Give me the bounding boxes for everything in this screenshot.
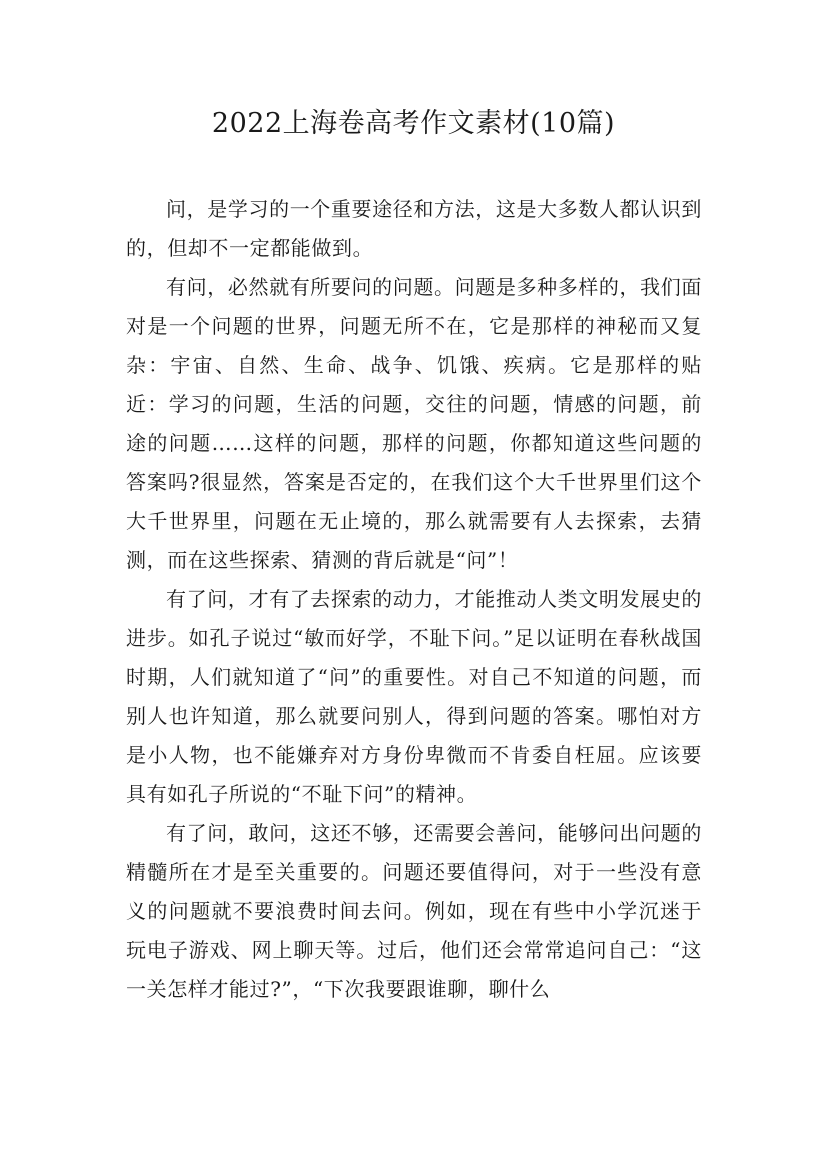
document-body	[126, 190, 702, 1009]
paragraph: 有了问，敢问，这还不够，还需要会善问，能够问出问题的精髓所在才是至关重要的。问题还要值得问，对于一些没有意义的问题就不要浪费时间去问。例如，现在有些中小学沉迷于玩电子游戏、网上聊天等。过后，他们还会常常追问自己：“这一关怎样才能过?”，“下次我要跟谁聊，聊什么	[126, 821, 702, 1001]
paragraph: 有了问，才有了去探索的动力，才能推动人类文明发展史的进步。如孔子说过“敏而好学，不耻下问。”足以证明在春秋战国时期，人们就知道了“问”的重要性。对自己不知道的问题，而别人也许知道，那么就要问别人，得到问题的答案。哪怕对方是小人物，也不能嫌弃对方身份卑微而不肯委自枉屈。应该要具有如孔子所说的“不耻下问”的精神。	[126, 587, 702, 806]
paragraph: 有问，必然就有所要问的问题。问题是多种多样的，我们面对是一个问题的世界，问题无所不在，它是那样的神秘而又复杂：宇宙、自然、生命、战争、饥饿、疾病。它是那样的贴近：学习的问题，生活的问题，交往的问题，情感的问题，前途的问题……这样的问题，那样的问题，你都知道这些问题的答案吗?很显然，答案是否定的，在我们这个大千世界里们这个大千世界里，问题在无止境的，那么就需要有人去探索，去猜测，而在这些探索、猜测的背后就是“问”！	[126, 275, 702, 572]
paragraph: 问，是学习的一个重要途径和方法，这是大多数人都认识到的，但却不一定都能做到。	[126, 197, 702, 260]
document-title: 2022上海卷高考作文素材(10篇)	[211, 108, 616, 139]
